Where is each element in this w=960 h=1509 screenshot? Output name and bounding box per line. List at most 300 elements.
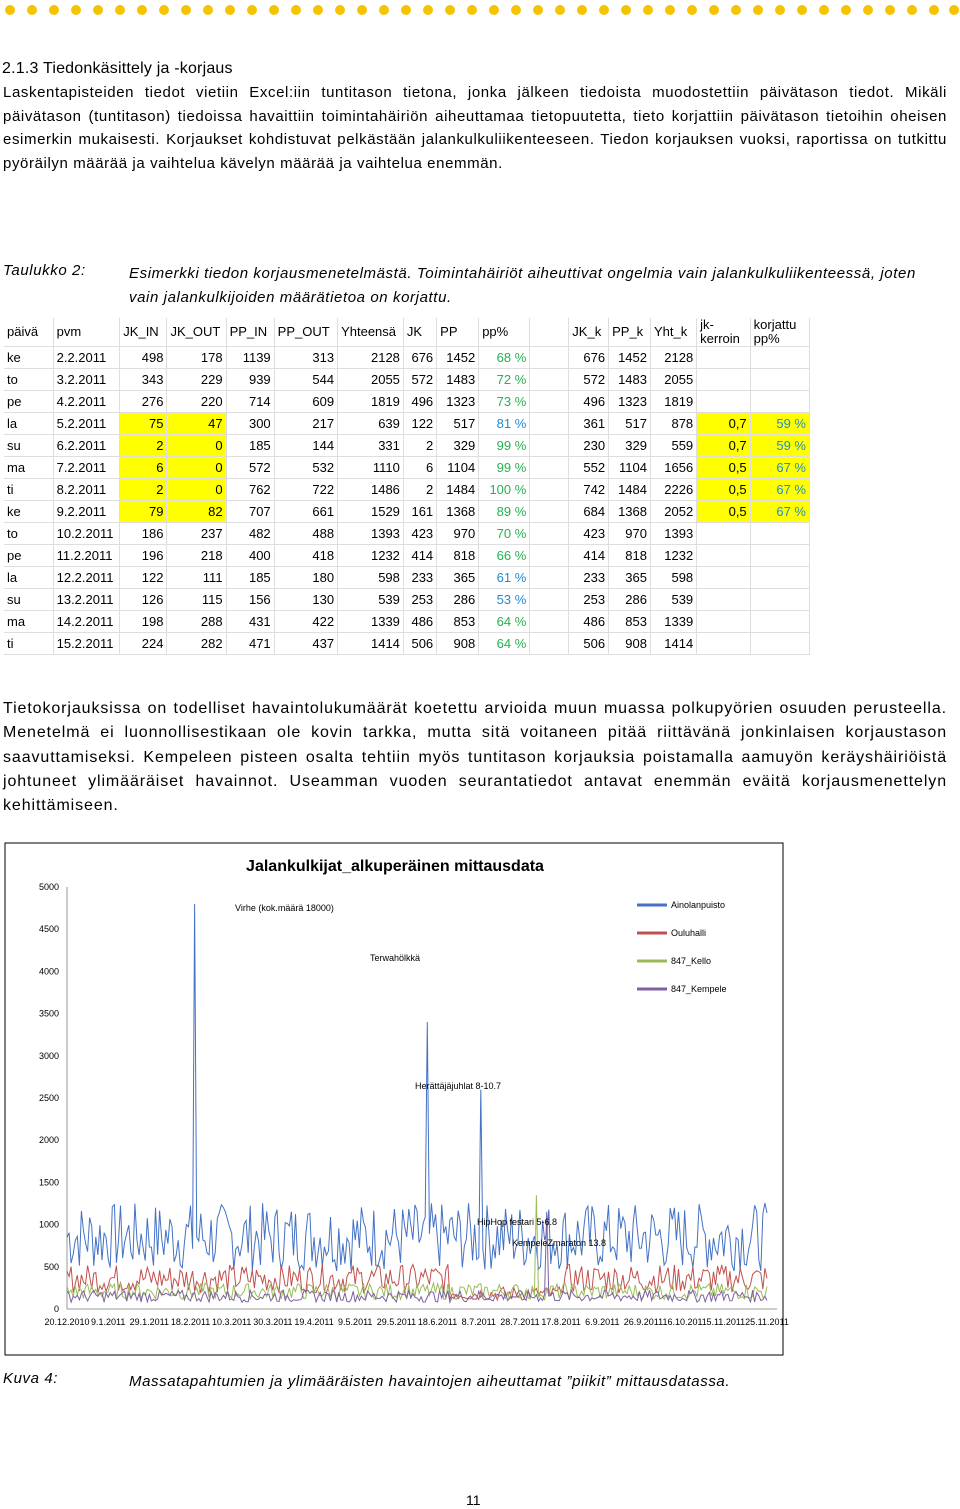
- legend-label: 847_Kempele: [671, 984, 727, 994]
- table-cell: 517: [609, 413, 651, 435]
- table-cell: 1104: [609, 457, 651, 479]
- page-number: 11: [466, 1492, 481, 1508]
- table-cell: 414: [403, 545, 436, 567]
- table-cell: 230: [569, 435, 609, 457]
- table-cell: 111: [167, 567, 226, 589]
- table-cell: 64 %: [479, 633, 530, 655]
- x-tick-label: 9.1.2011: [90, 1317, 126, 1327]
- table-row: [4, 435, 810, 457]
- section-heading: 2.1.3 Tiedonkäsittely ja -korjaus: [2, 60, 233, 77]
- table-cell: 676: [569, 347, 609, 369]
- table-cell: 185: [226, 567, 274, 589]
- table-cell: 286: [609, 589, 651, 611]
- x-tick-label: 19.4.2011: [294, 1317, 334, 1327]
- table-cell: 714: [226, 391, 274, 413]
- table-cell: 2: [403, 479, 436, 501]
- table-cell: 762: [226, 479, 274, 501]
- table-cell: 361: [569, 413, 609, 435]
- table-header-cell: pvm: [53, 318, 120, 347]
- table-cell: 853: [437, 611, 479, 633]
- table-cell: pe: [4, 391, 53, 413]
- figure-caption-label: Kuva 4:: [3, 1370, 59, 1387]
- y-tick-label: 4500: [38, 924, 59, 935]
- table-cell: 684: [569, 501, 609, 523]
- table-cell: 1452: [609, 347, 651, 369]
- table-cell: 217: [274, 413, 337, 435]
- table-cell: 59 %: [750, 413, 809, 435]
- table-cell: ke: [4, 501, 53, 523]
- table-cell: 707: [226, 501, 274, 523]
- table-cell: 482: [226, 523, 274, 545]
- table-cell: 286: [437, 589, 479, 611]
- table-cell: 414: [569, 545, 609, 567]
- table-cell: 343: [120, 369, 167, 391]
- table-cell: 5.2.2011: [53, 413, 120, 435]
- table-cell: 220: [167, 391, 226, 413]
- table-cell: 1484: [437, 479, 479, 501]
- table-cell: 122: [120, 567, 167, 589]
- table-cell: 598: [338, 567, 404, 589]
- table-cell: 496: [403, 391, 436, 413]
- table-cell: 81 %: [479, 413, 530, 435]
- table-cell: 939: [226, 369, 274, 391]
- y-tick-label: 0: [53, 1304, 59, 1314]
- table-cell: 79: [120, 501, 167, 523]
- table-header-cell: JK_k: [569, 318, 609, 347]
- table-cell: 253: [403, 589, 436, 611]
- table-cell: [530, 589, 569, 611]
- table-cell: 1483: [609, 369, 651, 391]
- table-cell: 437: [274, 633, 337, 655]
- x-tick-label: 6.9.2011: [585, 1317, 620, 1327]
- table-cell: 1368: [609, 501, 651, 523]
- table-cell: 486: [569, 611, 609, 633]
- table-cell: 1656: [651, 457, 697, 479]
- table-cell: 506: [569, 633, 609, 655]
- table-cell: 4.2.2011: [53, 391, 120, 413]
- table-cell: 66 %: [479, 545, 530, 567]
- table-cell: 1486: [338, 479, 404, 501]
- table-row: [4, 523, 810, 545]
- intro-paragraph: Laskentapisteiden tiedot vietiin Excel:iin tuntitason tietona, jonka jälkeen tiedoista muodostettiin päivätason tiedot. Mikäli päivätason (tuntitason) tiedoissa havaittiin toimintahäiriön aiheuttamaa tietopuutetta, tieto korjattiin päivätason tietoihin oheisen esimerkin mukaisesti. Korjaukset kohdistuvat pelkästään jalankulkuliikenteeseen. Tiedon korjauksen vuoksi, raportissa on tutkittu pyöräilyn määrää ja vaihtelua kävelyn määrää ja vaihtelua enemmän.: [3, 84, 947, 172]
- x-tick-label: 30.3.2011: [253, 1317, 293, 1327]
- table-cell: 2128: [338, 347, 404, 369]
- table-cell: [697, 633, 751, 655]
- table-cell: 676: [403, 347, 436, 369]
- table-row: [4, 611, 810, 633]
- table-cell: 99 %: [479, 435, 530, 457]
- table-row: [4, 457, 810, 479]
- data-table: [4, 318, 810, 655]
- legend-label: Ainolanpuisto: [671, 900, 726, 910]
- table-cell: 180: [274, 567, 337, 589]
- table-cell: 229: [167, 369, 226, 391]
- table-cell: 115: [167, 589, 226, 611]
- table-cell: la: [4, 567, 53, 589]
- chart-annotation: Virhe (kok.määrä 18000): [235, 903, 334, 913]
- table-cell: 276: [120, 391, 167, 413]
- table-cell: 431: [226, 611, 274, 633]
- table-header-cell: PP: [437, 318, 479, 347]
- table-cell: 572: [403, 369, 436, 391]
- table-cell: 1819: [338, 391, 404, 413]
- table-cell: 72 %: [479, 369, 530, 391]
- table-cell: 471: [226, 633, 274, 655]
- table-cell: 12.2.2011: [53, 567, 120, 589]
- table-cell: ti: [4, 479, 53, 501]
- table-cell: 59 %: [750, 435, 809, 457]
- table-cell: 722: [274, 479, 337, 501]
- table-header-cell: päivä: [4, 318, 53, 347]
- table-cell: 186: [120, 523, 167, 545]
- table-cell: 639: [338, 413, 404, 435]
- y-tick-label: 1500: [38, 1177, 59, 1188]
- table-cell: 2226: [651, 479, 697, 501]
- y-tick-label: 3000: [38, 1050, 59, 1061]
- table-cell: 661: [274, 501, 337, 523]
- table-cell: 0,7: [697, 435, 751, 457]
- table-cell: 6: [120, 457, 167, 479]
- table-cell: la: [4, 413, 53, 435]
- table-cell: 0,5: [697, 479, 751, 501]
- table-cell: 2128: [651, 347, 697, 369]
- table-cell: 67 %: [750, 457, 809, 479]
- table-cell: 539: [338, 589, 404, 611]
- table-cell: 100 %: [479, 479, 530, 501]
- table-cell: [750, 611, 809, 633]
- table-cell: 7.2.2011: [53, 457, 120, 479]
- table-cell: 365: [609, 567, 651, 589]
- table-cell: 224: [120, 633, 167, 655]
- x-tick-label: 26.9.2011: [623, 1317, 664, 1327]
- table-cell: 422: [274, 611, 337, 633]
- table-cell: 99 %: [479, 457, 530, 479]
- table-cell: ma: [4, 457, 53, 479]
- table-cell: 2: [120, 479, 167, 501]
- table-cell: [750, 347, 809, 369]
- table-cell: 14.2.2011: [53, 611, 120, 633]
- x-tick-label: 20.12.2010: [44, 1317, 90, 1327]
- y-tick-label: 1000: [38, 1219, 59, 1230]
- x-tick-label: 18.6.2011: [417, 1317, 458, 1327]
- table-row: [4, 369, 810, 391]
- table-cell: [530, 435, 569, 457]
- table-cell: 1339: [338, 611, 404, 633]
- table-cell: 0: [167, 479, 226, 501]
- table-cell: su: [4, 435, 53, 457]
- table-cell: 67 %: [750, 479, 809, 501]
- table-cell: 253: [569, 589, 609, 611]
- table-cell: 609: [274, 391, 337, 413]
- table-cell: 853: [609, 611, 651, 633]
- chart-annotation: KempeleZmaraton 13.8: [512, 1238, 607, 1248]
- y-tick-label: 3500: [38, 1008, 59, 1019]
- table-cell: 89 %: [479, 501, 530, 523]
- table-header-cell: JK: [403, 318, 436, 347]
- table-cell: 517: [437, 413, 479, 435]
- table-header-cell: JK_IN: [120, 318, 167, 347]
- table-row: [4, 589, 810, 611]
- table-cell: 1483: [437, 369, 479, 391]
- table-cell: su: [4, 589, 53, 611]
- table-cell: [750, 523, 809, 545]
- table-row: [4, 391, 810, 413]
- legend-label: Ouluhalli: [671, 928, 707, 938]
- table-cell: to: [4, 369, 53, 391]
- table-cell: 122: [403, 413, 436, 435]
- table-cell: 1414: [338, 633, 404, 655]
- table-cell: [530, 369, 569, 391]
- table-cell: 1452: [437, 347, 479, 369]
- table-cell: 1529: [338, 501, 404, 523]
- chart-annotation: Terwahölkkä: [370, 953, 421, 963]
- table-cell: [530, 545, 569, 567]
- table-cell: 185: [226, 435, 274, 457]
- table-cell: 64 %: [479, 611, 530, 633]
- correction-table: [4, 318, 810, 670]
- table-cell: 2052: [651, 501, 697, 523]
- table-cell: 498: [120, 347, 167, 369]
- table-cell: [697, 347, 751, 369]
- table-cell: pe: [4, 545, 53, 567]
- y-tick-label: 5000: [38, 882, 59, 892]
- table-cell: 13.2.2011: [53, 589, 120, 611]
- table-cell: 1484: [609, 479, 651, 501]
- table-cell: 196: [120, 545, 167, 567]
- table-cell: 6.2.2011: [53, 435, 120, 457]
- y-tick-label: 2500: [38, 1093, 59, 1103]
- pedestrian-chart: [5, 843, 789, 1355]
- table-cell: ma: [4, 611, 53, 633]
- y-tick-label: 500: [43, 1261, 59, 1272]
- x-tick-label: 5.11.2011: [706, 1317, 746, 1327]
- table-cell: 331: [338, 435, 404, 457]
- table-cell: [697, 369, 751, 391]
- table-cell: 496: [569, 391, 609, 413]
- table-cell: [530, 567, 569, 589]
- table-row: [4, 633, 810, 655]
- table-header-cell: Yht_k: [651, 318, 697, 347]
- table-cell: 1232: [651, 545, 697, 567]
- table-header-cell: korjattu pp%: [750, 318, 809, 347]
- legend-label: 847_Kello: [671, 956, 712, 966]
- table-cell: 572: [569, 369, 609, 391]
- table-cell: 218: [167, 545, 226, 567]
- table-cell: [530, 633, 569, 655]
- table-cell: 1323: [437, 391, 479, 413]
- table-cell: 1393: [338, 523, 404, 545]
- table-cell: 818: [609, 545, 651, 567]
- table-row: [4, 479, 810, 501]
- table-cell: [530, 523, 569, 545]
- table-cell: 0,5: [697, 457, 751, 479]
- table-cell: [530, 413, 569, 435]
- table-header-cell: PP_k: [609, 318, 651, 347]
- table-cell: 1104: [437, 457, 479, 479]
- table-row: [4, 501, 810, 523]
- table-cell: 198: [120, 611, 167, 633]
- table-header-cell: Yhteensä: [338, 318, 404, 347]
- table-cell: 559: [651, 435, 697, 457]
- table-cell: 365: [437, 567, 479, 589]
- table-cell: 742: [569, 479, 609, 501]
- table-cell: [750, 545, 809, 567]
- table-cell: [697, 589, 751, 611]
- table-header-cell: pp%: [479, 318, 530, 347]
- table-cell: [530, 611, 569, 633]
- table-cell: 908: [437, 633, 479, 655]
- table-cell: 1110: [338, 457, 404, 479]
- table-cell: 75: [120, 413, 167, 435]
- chart-frame: [5, 843, 783, 1355]
- table-cell: 0,7: [697, 413, 751, 435]
- table-cell: 161: [403, 501, 436, 523]
- table-cell: 233: [569, 567, 609, 589]
- table-cell: [750, 567, 809, 589]
- table-cell: 2: [120, 435, 167, 457]
- table-cell: 908: [609, 633, 651, 655]
- table-cell: [697, 523, 751, 545]
- table-cell: 329: [609, 435, 651, 457]
- chart-annotation: HipHop festari 5-6.8: [477, 1217, 558, 1227]
- table-cell: [697, 611, 751, 633]
- table-cell: 2: [403, 435, 436, 457]
- x-tick-label: 25.11.2011: [745, 1317, 789, 1327]
- table-cell: 572: [226, 457, 274, 479]
- table-cell: 82: [167, 501, 226, 523]
- table-cell: 2.2.2011: [53, 347, 120, 369]
- table-cell: 15.2.2011: [53, 633, 120, 655]
- table-header-cell: PP_IN: [226, 318, 274, 347]
- table-cell: 10.2.2011: [53, 523, 120, 545]
- table-cell: 970: [437, 523, 479, 545]
- x-tick-label: 9.5.2011: [338, 1317, 373, 1327]
- table-cell: 1339: [651, 611, 697, 633]
- table-cell: 2055: [338, 369, 404, 391]
- table-cell: [530, 457, 569, 479]
- table-cell: 61 %: [479, 567, 530, 589]
- x-tick-label: 18.2.2011: [170, 1317, 211, 1327]
- table-row: [4, 413, 810, 435]
- x-tick-label: 29.5.2011: [376, 1317, 417, 1327]
- table-cell: 552: [569, 457, 609, 479]
- table-cell: 1819: [651, 391, 697, 413]
- chart-title: Jalankulkijat_alkuperäinen mittausdata: [246, 858, 544, 875]
- table-cell: 970: [609, 523, 651, 545]
- table-cell: 539: [651, 589, 697, 611]
- table-cell: 423: [569, 523, 609, 545]
- table-cell: 11.2.2011: [53, 545, 120, 567]
- table-cell: [750, 369, 809, 391]
- table-caption-label: Taulukko 2:: [3, 262, 86, 279]
- table-cell: to: [4, 523, 53, 545]
- table-cell: 156: [226, 589, 274, 611]
- chart-svg: [5, 843, 789, 1355]
- x-tick-label: 8.7.2011: [461, 1317, 496, 1327]
- table-cell: 0,5: [697, 501, 751, 523]
- table-cell: 400: [226, 545, 274, 567]
- table-cell: 47: [167, 413, 226, 435]
- table-cell: 486: [403, 611, 436, 633]
- table-row: [4, 545, 810, 567]
- table-cell: 233: [403, 567, 436, 589]
- table-cell: 544: [274, 369, 337, 391]
- table-cell: 1232: [338, 545, 404, 567]
- table-cell: 68 %: [479, 347, 530, 369]
- table-cell: [697, 391, 751, 413]
- table-cell: [750, 391, 809, 413]
- table-cell: 178: [167, 347, 226, 369]
- corrections-paragraph: Tietokorjauksissa on todelliset havaintolukumäärät koetettu arvioida muun muassa polkupyörien osuuden perusteella. Menetelmä ei luonnollisestikaan ole kovin tarkka, mutta sitä voitaneen pitää riittävänä jonkinlaisen korjaustason saavuttamiseksi. Kempeleen pisteen osalta tehtiin myös tuntitason korjauksia poistamalla aamuyön keräyshäiriöistä johtuneet ylimääräiset havainnot. Useamman vuoden seurantatiedot antavat enemmän eväitä korjausmenettelyn kehittämiseen.: [3, 700, 947, 815]
- table-cell: 0: [167, 457, 226, 479]
- table-cell: 1414: [651, 633, 697, 655]
- table-cell: 288: [167, 611, 226, 633]
- table-row: [4, 347, 810, 369]
- table-cell: 1139: [226, 347, 274, 369]
- table-cell: 1368: [437, 501, 479, 523]
- x-tick-label: 10.3.2011: [212, 1317, 252, 1327]
- table-header-cell: PP_OUT: [274, 318, 337, 347]
- table-cell: 313: [274, 347, 337, 369]
- y-tick-label: 2000: [38, 1135, 59, 1146]
- table-row: [4, 567, 810, 589]
- y-tick-label: 4000: [38, 966, 59, 977]
- table-cell: 423: [403, 523, 436, 545]
- x-tick-label: 29.1.2011: [129, 1317, 170, 1327]
- table-cell: 532: [274, 457, 337, 479]
- table-cell: 6: [403, 457, 436, 479]
- table-cell: 67 %: [750, 501, 809, 523]
- header-dot-band: [0, 0, 960, 24]
- table-header-cell: jk- kerroin: [697, 318, 751, 347]
- table-cell: 329: [437, 435, 479, 457]
- table-cell: 0: [167, 435, 226, 457]
- table-cell: 237: [167, 523, 226, 545]
- table-cell: 70 %: [479, 523, 530, 545]
- x-tick-label: 16.10.2011: [662, 1317, 707, 1327]
- x-tick-label: 17.8.2011: [541, 1317, 581, 1327]
- table-cell: 3.2.2011: [53, 369, 120, 391]
- table-cell: 818: [437, 545, 479, 567]
- table-cell: 488: [274, 523, 337, 545]
- table-cell: 1323: [609, 391, 651, 413]
- table-cell: 1393: [651, 523, 697, 545]
- table-cell: 506: [403, 633, 436, 655]
- table-cell: ke: [4, 347, 53, 369]
- table-cell: 53 %: [479, 589, 530, 611]
- table-cell: 8.2.2011: [53, 479, 120, 501]
- table-cell: [697, 567, 751, 589]
- table-cell: 282: [167, 633, 226, 655]
- table-cell: 130: [274, 589, 337, 611]
- table-header-cell: [530, 318, 569, 347]
- table-cell: [530, 391, 569, 413]
- table-cell: [530, 501, 569, 523]
- table-cell: 144: [274, 435, 337, 457]
- table-cell: 598: [651, 567, 697, 589]
- table-caption-text: Esimerkki tiedon korjausmenetelmästä. Toimintahäiriöt aiheuttivat ongelmia vain jalankulkuliikenteessä, joten vain jalankulkijoiden määrätietoa on korjattu.: [129, 265, 916, 306]
- table-cell: ti: [4, 633, 53, 655]
- table-cell: [530, 479, 569, 501]
- table-cell: [750, 633, 809, 655]
- table-cell: 878: [651, 413, 697, 435]
- table-cell: 418: [274, 545, 337, 567]
- table-cell: 300: [226, 413, 274, 435]
- chart-annotation: Herättäjäjuhlat 8-10.7: [415, 1081, 502, 1091]
- table-cell: [530, 347, 569, 369]
- table-cell: 126: [120, 589, 167, 611]
- figure-caption-text: Massatapahtumien ja ylimääräisten havaintojen aiheuttamat ”piikit” mittausdatassa.: [129, 1373, 731, 1390]
